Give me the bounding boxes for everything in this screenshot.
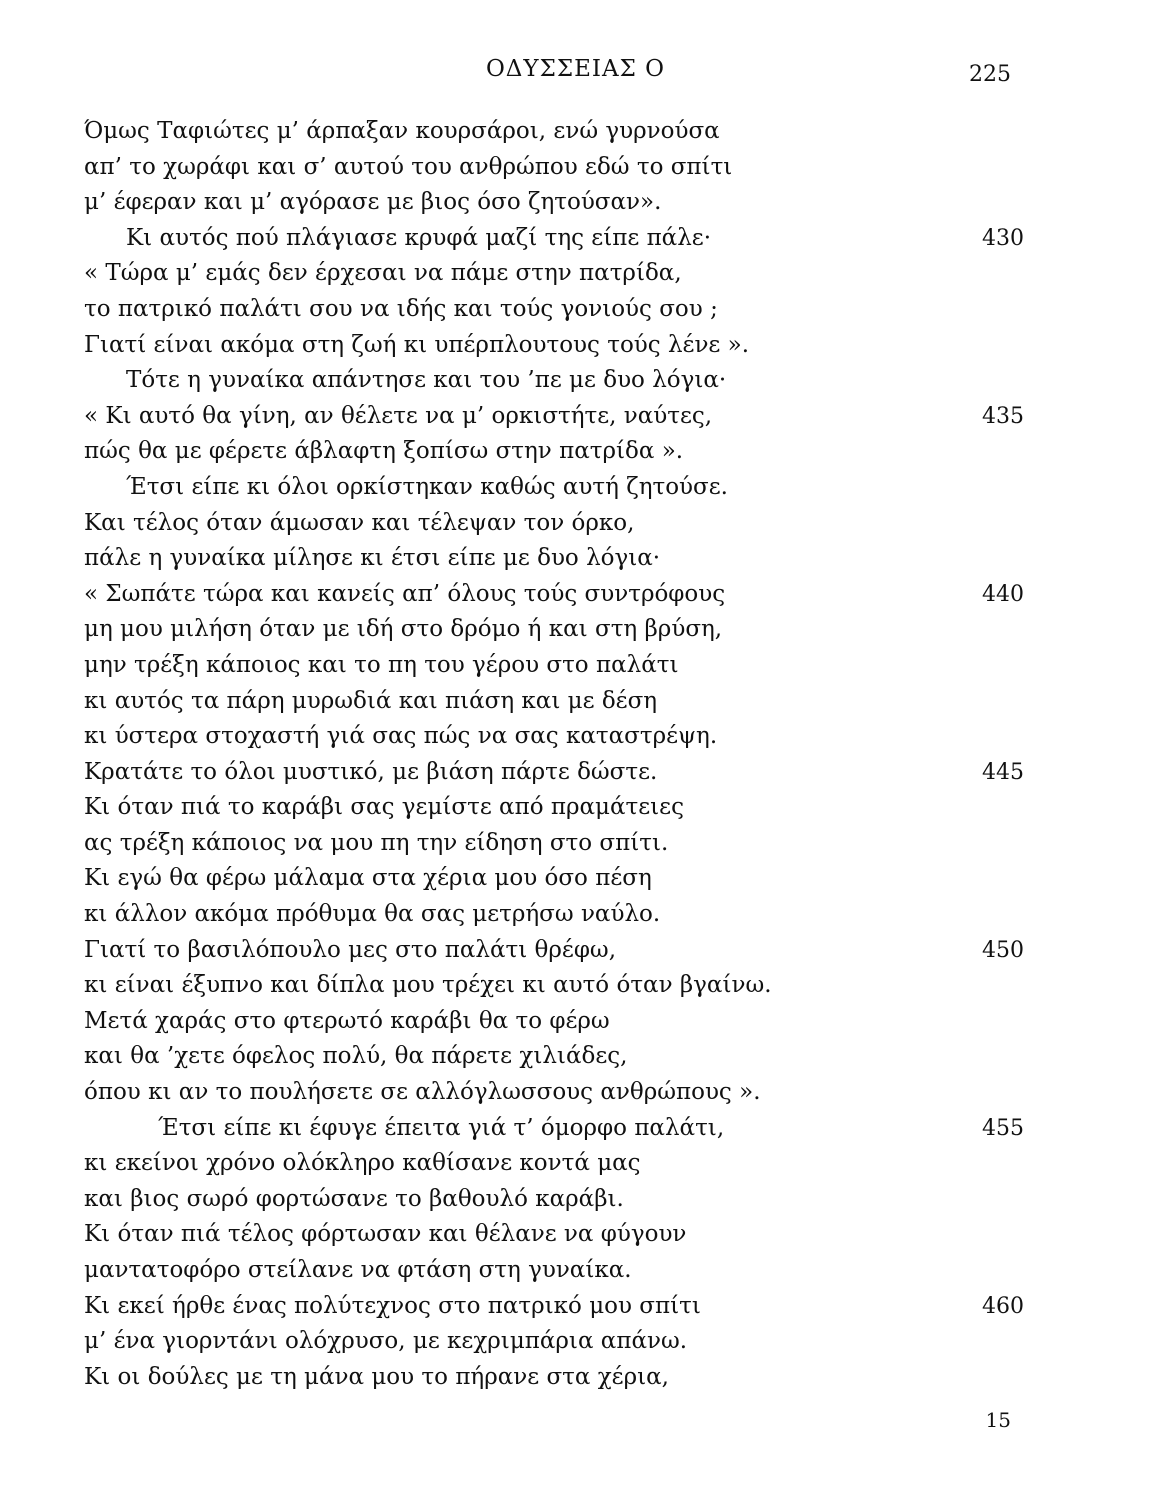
verse-line <box>84 1146 1024 1182</box>
verse-text: « Κι αυτό θα γίνη, αν θέλετε να μ’ ορκιστήτε, ναύτες, <box>84 402 713 429</box>
verse-line <box>84 1217 1024 1253</box>
verse-line <box>84 577 1024 613</box>
poem-text <box>84 114 1024 1395</box>
verse-line <box>84 897 1024 933</box>
verse-text: μην τρέξη κάποιος και το πη του γέρου στο παλάτι <box>84 651 679 678</box>
verse-text: Κι αυτός πού πλάγιασε κρυφά μαζί της είπε πάλε· <box>126 224 712 251</box>
verse-text: Τότε η γυναίκα απάντησε και του ’πε με δυο λόγια· <box>126 367 727 394</box>
line-number: 450 <box>982 937 1024 963</box>
verse-line <box>84 719 1024 755</box>
verse-line <box>84 292 1024 328</box>
verse-text: Και τέλος όταν άμωσαν και τέλεψαν τον όρκο, <box>84 509 635 536</box>
line-number: 440 <box>982 581 1024 607</box>
verse-text: Έτσι είπε κι έφυγε έπειτα γιά τ’ όμορφο παλάτι, <box>158 1114 725 1141</box>
verse-line <box>84 434 1024 470</box>
verse-text: κι είναι έξυπνο και δίπλα μου τρέχει κι αυτό όταν βγαίνω. <box>84 972 772 999</box>
verse-line <box>84 399 1024 435</box>
line-number: 430 <box>982 225 1024 251</box>
verse-line <box>84 612 1024 648</box>
verse-text: και θα ’χετε όφελος πολύ, θα πάρετε χιλιάδες, <box>84 1043 628 1070</box>
verse-text: κι εκείνοι χρόνο ολόκληρο καθίσανε κοντά μας <box>84 1150 641 1177</box>
line-number: 460 <box>982 1293 1024 1319</box>
printer-signature: 15 <box>985 1408 1011 1432</box>
verse-line <box>84 1289 1024 1325</box>
line-number: 445 <box>982 759 1024 785</box>
verse-line <box>84 1182 1024 1218</box>
verse-text: πώς θα με φέρετε άβλαφτη ξοπίσω στην πατρίδα ». <box>84 438 684 465</box>
verse-line <box>84 506 1024 542</box>
verse-text: Κρατάτε το όλοι μυστικό, με βιάση πάρτε δώστε. <box>84 758 658 785</box>
verse-line <box>84 150 1024 186</box>
verse-line <box>84 114 1024 150</box>
verse-line <box>84 256 1024 292</box>
verse-text: απ’ το χωράφι και σ’ αυτού του ανθρώπου εδώ το σπίτι <box>84 153 733 180</box>
verse-line <box>84 790 1024 826</box>
verse-text: όπου κι αν το πουλήσετε σε αλλόγλωσσους ανθρώπους ». <box>84 1079 761 1106</box>
verse-line <box>84 684 1024 720</box>
verse-line <box>84 1039 1024 1075</box>
verse-text: Μετά χαράς στο φτερωτό καράβι θα το φέρω <box>84 1007 610 1034</box>
verse-text: το πατρικό παλάτι σου να ιδής και τούς γονιούς σου ; <box>84 295 718 322</box>
verse-line <box>84 1360 1024 1396</box>
verse-line <box>84 1111 1024 1147</box>
verse-line <box>84 221 1024 257</box>
verse-text: κι άλλον ακόμα πρόθυμα θα σας μετρήσω ναύλο. <box>84 901 661 928</box>
verse-text: Κι όταν πιά το καράβι σας γεμίστε από πραμάτειες <box>84 794 684 821</box>
verse-text: κι αυτός τα πάρη μυρωδιά και πιάση και με δέση <box>84 687 658 714</box>
verse-text: Γιατί το βασιλόπουλο μες στο παλάτι θρέφω, <box>84 936 616 963</box>
line-number: 435 <box>982 403 1024 429</box>
verse-text: μαντατοφόρο στείλανε να φτάση στη γυναίκα. <box>84 1257 632 1283</box>
page-number: 225 <box>969 62 1011 87</box>
verse-text: Όμως Ταφιώτες μ’ άρπαξαν κουρσάροι, ενώ γυρνούσα <box>84 118 720 144</box>
verse-line <box>84 185 1024 221</box>
verse-line <box>84 541 1024 577</box>
verse-line <box>84 1075 1024 1111</box>
verse-line <box>84 968 1024 1004</box>
verse-line <box>84 1004 1024 1040</box>
verse-text: « Σωπάτε τώρα και κανείς απ’ όλους τούς συντρόφους <box>84 580 726 607</box>
verse-text: μ’ ένα γιορντάνι ολόχρυσο, με κεχριμπάρια απάνω. <box>84 1328 688 1355</box>
verse-line <box>84 363 1024 399</box>
verse-text: μη μου μιλήση όταν με ιδή στο δρόμο ή και στη βρύση, <box>84 616 723 643</box>
verse-line <box>84 1253 1024 1289</box>
verse-text: μ’ έφεραν και μ’ αγόρασε με βιος όσο ζητούσαν». <box>84 189 662 216</box>
verse-text: και βιος σωρό φορτώσανε το βαθουλό καράβι. <box>84 1185 624 1212</box>
running-head: ΟΔΥΣΣΕΙΑΣ Ο <box>485 56 666 82</box>
verse-line <box>84 755 1024 791</box>
verse-text: πάλε η γυναίκα μίλησε κι έτσι είπε με δυο λόγια· <box>84 545 661 572</box>
verse-text: Κι εγώ θα φέρω μάλαμα στα χέρια μου όσο πέση <box>84 865 652 892</box>
verse-line <box>84 470 1024 506</box>
verse-text: Κι οι δούλες με τη μάνα μου το πήρανε στα χέρια, <box>84 1363 669 1390</box>
verse-line <box>84 826 1024 862</box>
verse-text: « Τώρα μ’ εμάς δεν έρχεσαι να πάμε στην πατρίδα, <box>84 260 682 287</box>
verse-text: ας τρέξη κάποιος να μου πη την είδηση στο σπίτι. <box>84 829 669 856</box>
verse-text: Κι όταν πιά τέλος φόρτωσαν και θέλανε να φύγουν <box>84 1221 687 1248</box>
verse-line <box>84 933 1024 969</box>
verse-line <box>84 648 1024 684</box>
line-number: 455 <box>982 1115 1024 1141</box>
verse-line <box>84 328 1024 364</box>
verse-line <box>84 861 1024 897</box>
verse-line <box>84 1324 1024 1360</box>
verse-text: Κι εκεί ήρθε ένας πολύτεχνος στο πατρικό μου σπίτι <box>84 1292 701 1319</box>
verse-text: κι ύστερα στοχαστή γιά σας πώς να σας καταστρέψη. <box>84 723 718 750</box>
verse-text: Έτσι είπε κι όλοι ορκίστηκαν καθώς αυτή ζητούσε. <box>126 473 728 500</box>
verse-text: Γιατί είναι ακόμα στη ζωή κι υπέρπλουτους τούς λένε ». <box>84 331 750 358</box>
